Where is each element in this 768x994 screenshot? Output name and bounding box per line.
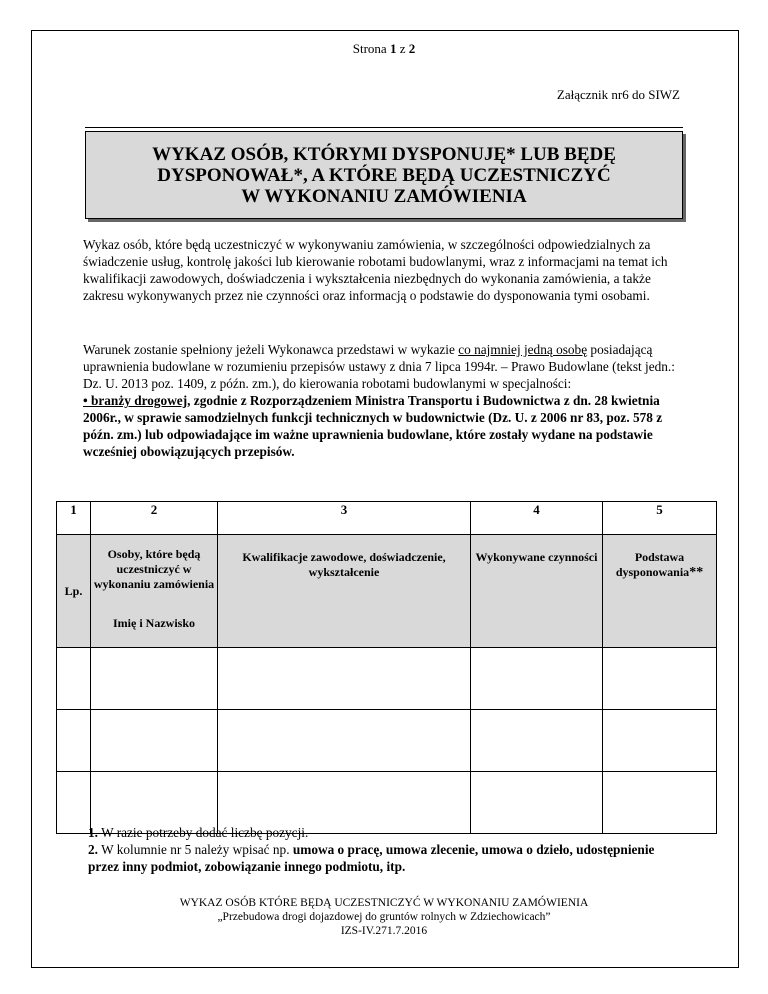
condition-paragraph: [83, 341, 683, 460]
annex-label: Załącznik nr6 do SIWZ: [556, 87, 680, 102]
table-cell[interactable]: [57, 648, 91, 710]
footer-reference: IZS-IV.271.7.2016: [340, 925, 428, 937]
persons-table: [56, 501, 717, 834]
header-lp: Lp.: [57, 535, 91, 648]
col-number-1: 1: [57, 502, 91, 535]
header-qualifications: [218, 535, 471, 648]
note-2-bold: umowa o pracę, umowa zlecenie, umowa o dzieło, udostępnienie przez inny podmiot, zobowiązanie innego podmiotu, itp.: [88, 842, 655, 874]
header-activities: [471, 535, 603, 648]
document-title: [114, 144, 654, 207]
page-label: Strona: [352, 41, 387, 56]
footer-project: „Przebudowa drogi dojazdowej do gruntów rolnych w Zdziechowicach”: [217, 911, 551, 923]
page-number: [0, 41, 768, 57]
table-cell[interactable]: [91, 648, 218, 710]
header-row: [57, 535, 717, 648]
footer-title: WYKAZ OSÓB KTÓRE BĘDĄ UCZESTNICZYĆ W WYKONANIU ZAMÓWIENIA: [179, 897, 589, 909]
page-current: 1: [389, 41, 397, 56]
note-2-number: 2.: [88, 842, 98, 857]
bullet-regulation: , zgodnie z Rozporządzeniem Ministra Transportu i Budownictwa z dn. 28 kwietnia 2006r., w sprawie samodzielnych funkcji technicznych w budownictwie (Dz. U. z 2006 nr 83, poz. 578 z późn. zm.) lub odpowiadające im ważne uprawnienia budowlane, które zostały wydane na podstawie wcześniej obowiązujących przepisów.: [83, 393, 663, 459]
header-basis-label: Podstawa dysponowania: [615, 550, 690, 579]
table-cell[interactable]: [471, 648, 603, 710]
header-name-sub: Imię i Nazwisko: [113, 616, 195, 630]
col-number-4: 4: [471, 502, 603, 535]
col-number-3: 3: [218, 502, 471, 535]
header-persons: [91, 535, 218, 648]
column-number-row: [57, 502, 717, 535]
title-line-2: DYSPONOWAŁ*, A KTÓRE BĘDĄ UCZESTNICZYĆ: [157, 164, 611, 186]
condition-text-2: posiadającą uprawnienia budowlane w rozumieniu przepisów ustawy z dnia 7 lipca 1994r. – Prawo Budowlane (tekst jedn.: Dz. U. 2013 poz. 1409, z późn. zm.), do kierowania robotami budowlanymi w specjalności:: [83, 342, 675, 391]
col-number-2: 2: [91, 502, 218, 535]
note-1-text: W razie potrzeby dodać liczbę pozycji.: [97, 825, 309, 840]
note-1-number: 1.: [88, 825, 98, 840]
note-2-text: W kolumnie nr 5 należy wpisać np.: [97, 842, 293, 857]
footnotes: [88, 824, 688, 875]
page-total: 2: [408, 41, 416, 56]
table-cell[interactable]: [91, 710, 218, 772]
note-2: [88, 841, 688, 875]
table-row: [57, 648, 717, 710]
header-basis-stars: **: [689, 565, 704, 580]
title-line-1: WYKAZ OSÓB, KTÓRYMI DYSPONUJĘ* LUB BĘDĘ: [152, 143, 616, 165]
bullet-specialty: • branży drogowej: [83, 393, 188, 408]
header-basis: [603, 535, 717, 648]
table-cell[interactable]: [603, 710, 717, 772]
table-cell[interactable]: [603, 648, 717, 710]
condition-text-1: Warunek zostanie spełniony jeżeli Wykonawca przedstawi w wykazie: [83, 342, 459, 357]
table-cell[interactable]: [57, 710, 91, 772]
table-cell[interactable]: [471, 710, 603, 772]
title-line-3: W WYKONANIU ZAMÓWIENIA: [241, 185, 527, 207]
table-cell[interactable]: [57, 772, 91, 834]
title-box: [85, 131, 683, 219]
note-1: [88, 824, 688, 841]
header-basis-wrap: [603, 535, 716, 580]
table-row: [57, 710, 717, 772]
header-persons-label: Osoby, które będą uczestniczyć w wykonaniu zamówienia: [93, 547, 215, 591]
header-qualifications-label: Kwalifikacje zawodowe, doświadczenie, wykształcenie: [242, 550, 446, 579]
condition-underlined: co najmniej jedną osobę: [458, 342, 588, 357]
table-cell[interactable]: [218, 648, 471, 710]
page-sep: z: [399, 41, 406, 56]
intro-paragraph: Wykaz osób, które będą uczestniczyć w wykonywaniu zamówienia, w szczególności odpowiedzialnych za świadczenie usług, kontrolę jakości lub kierowanie robotami budowlanymi, wraz z informacjami na temat ich kwalifikacji zawodowych, doświadczenia i wykształcenia niezbędnych do wykonania zamówienia, a także zakresu wykonywanych przez nie czynności oraz informacją o podstawie do dysponowania tymi osobami.: [83, 237, 668, 303]
col-number-5: 5: [603, 502, 717, 535]
page-footer: [0, 896, 768, 938]
table-cell[interactable]: [218, 710, 471, 772]
header-activities-label: Wykonywane czynności: [475, 550, 598, 564]
